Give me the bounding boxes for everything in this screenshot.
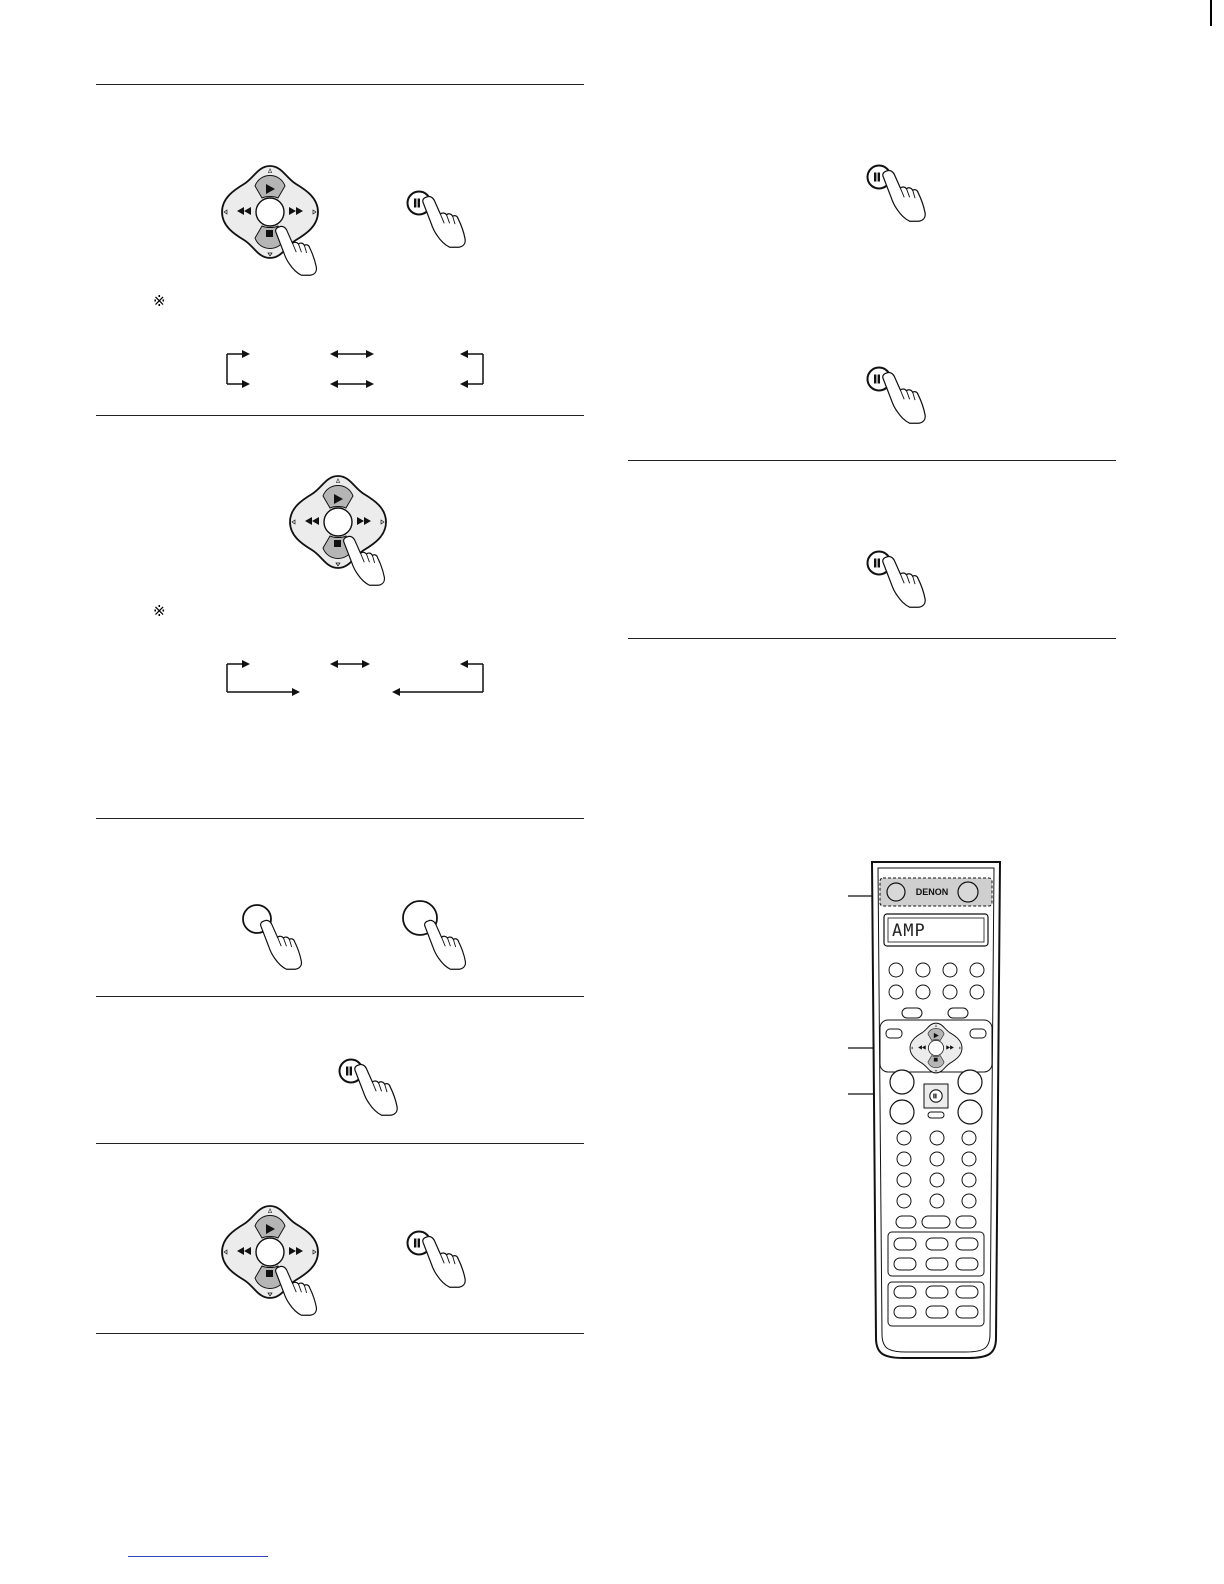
dpad-button-illustration [220,164,324,276]
mode-cycle-diagram [220,656,490,702]
pause-button-illustration [864,364,934,426]
remote-display-text: AMP [892,921,926,941]
round-button-illustration [400,898,474,972]
section-divider [96,415,584,416]
pause-button-illustration [864,548,934,610]
mode-cycle-diagram [220,346,490,392]
section-divider [96,84,584,85]
dpad-button-illustration [220,1204,324,1316]
pause-button-illustration [404,1228,474,1290]
pause-button-illustration [864,162,934,224]
section-divider [628,460,1116,461]
section-divider [628,638,1116,639]
footer-link-underline [128,1556,268,1557]
pause-button-illustration [336,1056,406,1118]
section-divider [96,996,584,997]
section-divider [96,1333,584,1334]
remote-control-illustration [848,858,1008,1364]
dpad-button-illustration [288,474,392,586]
section-divider [96,1143,584,1144]
section-divider [96,818,584,819]
note-mark: ※ [153,603,166,620]
pause-button-illustration [404,188,474,250]
round-button-illustration [240,902,310,972]
remote-brand-logo: DENON [915,887,949,897]
page-edge-mark [1210,0,1212,26]
note-mark: ※ [153,293,166,310]
